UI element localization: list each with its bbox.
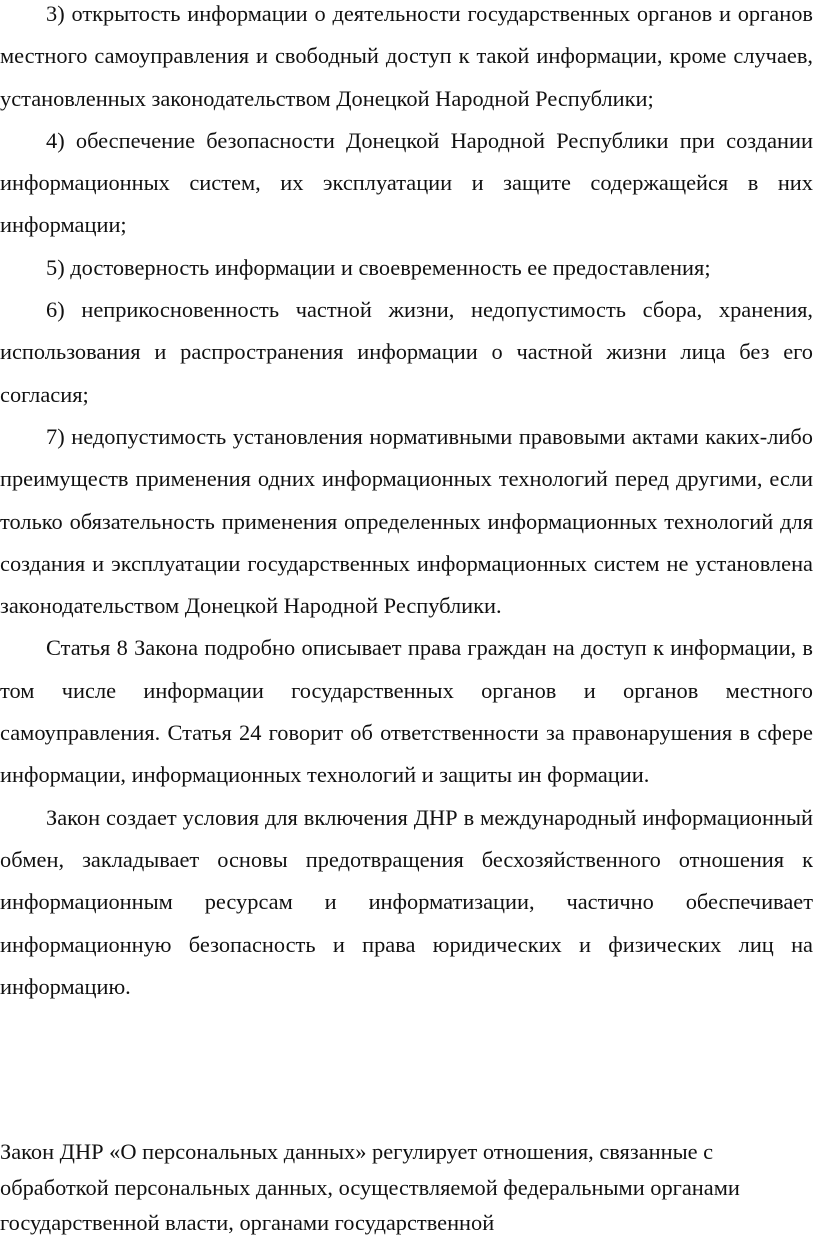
paragraph-law-conditions: Закон создает условия для включения ДНР в международный информационный обмен, закладывает основы предотвращения бесхозяйственного отношения к информационным ресурсам и информатизации, частично обеспечивает информационную безопасность и права юридических и физических лиц на информацию.	[0, 804, 813, 999]
paragraph-item-3: 3) открытость информации о деятельности государственных органов и органов местного самоуправления и свободный доступ к такой информации, кроме случаев, установленных законодательством Донецкой Народной Республики;	[0, 1, 813, 111]
final-line-2: обработкой персональных данных, осуществляемой федеральными органами	[0, 1175, 740, 1200]
paragraph-article-8: Статья 8 Закона подробно описывает права граждан на доступ к информации, в том числе информации государственных органов и органов местного самоуправления. Статья 24 говорит об ответственности за правонарушения в сфере информации, информационных технологий и защиты ин формации.	[0, 635, 813, 788]
paragraph-item-5: 5) достоверность информации и своевременность ее предоставления;	[46, 254, 711, 280]
final-line-1: Закон ДНР «О персональных данных» регулирует отношения, связанные с	[0, 1139, 714, 1164]
paragraph-item-6: 6) неприкосновенность частной жизни, недопустимость сбора, хранения, использования и распространения информации о частной жизни лица без его согласия;	[0, 297, 813, 407]
paragraph-item-7: 7) недопустимость установления нормативными правовыми актами каких-либо преимуществ применения одних информационных технологий перед другими, если только обязательность применения определенных информационных технологий для создания и эксплуатации государственных информационных систем не установлена законодательством Донецкой Народной Республики.	[0, 423, 813, 619]
final-line-3: государственной власти, органами государственной	[0, 1210, 495, 1235]
paragraph-item-4: 4) обеспечение безопасности Донецкой Народной Республики при создании информационных систем, их эксплуатации и защите содержащейся в них информации;	[0, 127, 813, 238]
